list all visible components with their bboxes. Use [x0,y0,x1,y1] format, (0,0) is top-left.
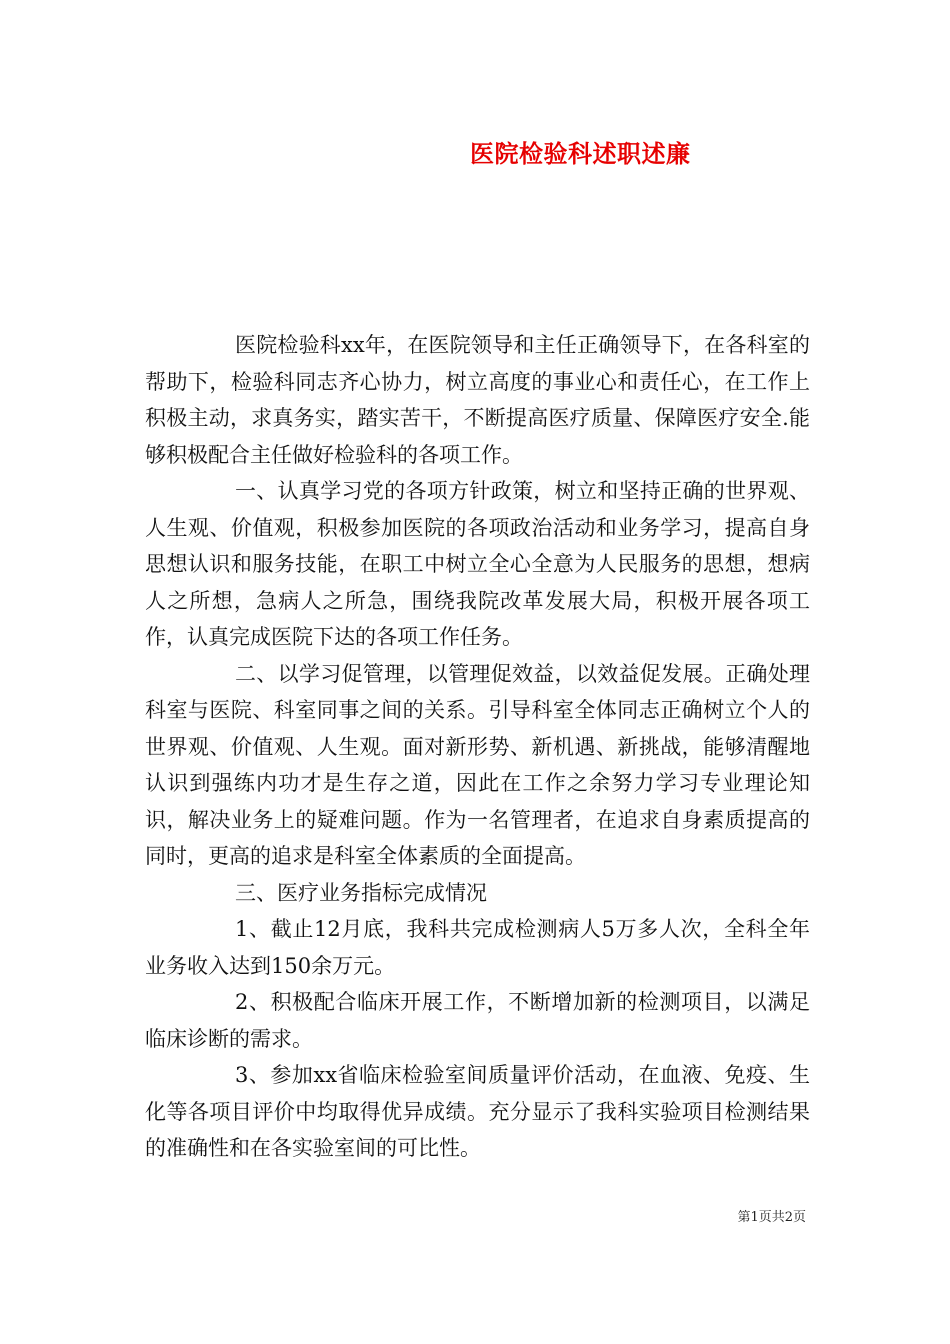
paragraph-section-1: 一、认真学习党的各项方针政策，树立和坚持正确的世界观、人生观、价值观，积极参加医院的各项政治活动和业务学习，提高自身思想认识和服务技能，在职工中树立全心全意为人民服务的思想，想病人之所想，急病人之所急，围绕我院改革发展大局，积极开展各项工作，认真完成医院下达的各项工作任务。 [145,479,810,649]
paragraph-intro: 医院检验科xx年，在医院领导和主任正确领导下，在各科室的帮助下，检验科同志齐心协力，树立高度的事业心和责任心，在工作上积极主动，求真务实，踏实苦干，不断提高医疗质量、保障医疗安全.能够积极配合主任做好检验科的各项工作。 [145,333,810,467]
document-title: 医院检验科述职述廉 [470,139,691,168]
paragraph-section-2: 二、以学习促管理，以管理促效益，以效益促发展。正确处理科室与医院、科室同事之间的关系。引导科室全体同志正确树立个人的世界观、价值观、人生观。面对新形势、新机遇、新挑战，能够清醒地认识到强练内功才是生存之道，因此在工作之余努力学习专业理论知识，解决业务上的疑难问题。作为一名管理者，在追求自身素质提高的同时，更高的追求是科室全体素质的全面提高。 [145,661,810,868]
paragraph-item-1: 1、截止12月底，我科共完成检测病人5万多人次，全科全年业务收入达到150余万元。 [145,917,810,978]
paragraph-item-3: 3、参加xx省临床检验室间质量评价活动，在血液、免疫、生化等各项目评价中均取得优异成绩。充分显示了我科实验项目检测结果的准确性和在各实验室间的可比性。 [145,1063,810,1160]
paragraph-item-2: 2、积极配合临床开展工作，不断增加新的检测项目，以满足临床诊断的需求。 [145,990,810,1051]
paragraph-section-3-heading: 三、医疗业务指标完成情况 [235,880,487,905]
page-number-footer: 第1页共2页 [737,1210,806,1225]
document-body [145,327,810,1167]
